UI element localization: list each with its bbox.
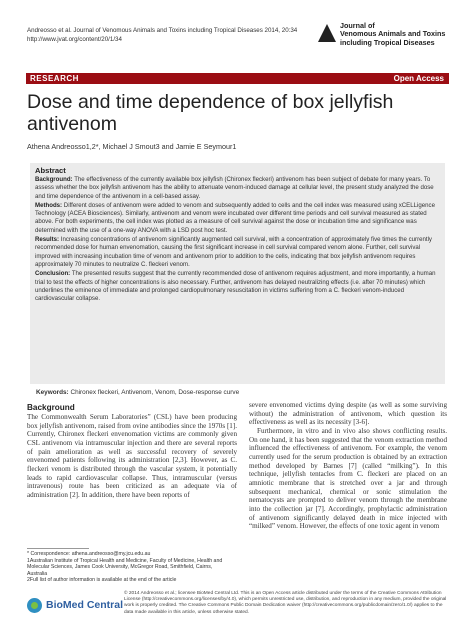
citation-url[interactable]: http://www.jvat.org/content/20/1/34 [27, 35, 122, 43]
journal-name: Journal of Venomous Animals and Toxins including Tropical Diseases [340, 21, 446, 47]
body-paragraph: Furthermore, in vitro and in vivo also shows conflicting results. On one hand, it has been suggested that the venom extraction method influenced the effectiveness of antivenom. For example, the venom currently used for the serum production is obtained by an extraction method developed by Barnes [7] (called “milking”). In this technique, jellyfish tentacles from C. fleckeri are placed on an amniotic membrane that is stretched over a jar and through subsequent mechanical, chemical or sonic stimulation the nematocysts are prompted to deliver venom through the membrane into the collection jar [7]. Accordingly, prophylactic administration of antivenom significantly delayed death in mice injected with “milked” venom. However, the effects of one toxic agent in venom [249, 426, 447, 531]
footnote-divider [27, 548, 89, 549]
journal-triangle-icon [318, 24, 336, 42]
abstract-heading: Abstract [35, 166, 66, 175]
author-info-note: 2Full list of author information is available at the end of the article [27, 577, 177, 584]
license-text: © 2014 Andreosso et al.; licensee BioMed Central Ltd. This is an Open Access article distributed under the terms of the Creative Commons Attribution License (http://creativecommons.org/licenses/by/4.0), which permits unrestricted use, distribution, and reproduction in any medium, provided the original work is properly credited. The Creative Commons Public Domain Dedication waiver (http://creativecommons.org/publicdomain/zero/1.0/) applies to the data made available in this article, unless otherwise stated. [124, 591, 447, 615]
abstract-results: Results: Increasing concentrations of antivenom significantly augmented cell survival, with a concentration of approximately five times the currently recommended dose for human envenomation, causing the first significant increase in cell survival compared venom alone. Further, cell survival improved with increasing incubation time of venom and antivenom prior to addition to the cells, indicating that box jellyfish antivenom requires approximately 70 minutes to neutralize C. fleckeri venom. [35, 236, 432, 268]
abstract-conclusion: Conclusion: The presented results suggest that the currently recommended dose of antivenom requires adjustment, and more importantly, a human trial to test the effects of higher concentrations is also necessary. Further, antivenom has delayed neutralizing effects (i.e. after 70 minutes) which underlines the eminence of immediate and prolonged cardiopulmonary resuscitation in victims suffering from a C. fleckeri venom-induced cardiovascular collapse. [35, 270, 436, 303]
citation-header [27, 27, 297, 44]
body-paragraph: The Commonwealth Serum Laboratories” (CSL) have been producing box jellyfish antivenom, raised from ovine antibodies since the 1970s [1]. Currently, Chironex fleckeri envenomation victims are commonly given CSL antivenom via intramuscular injection and there are several reports of pain amelioration as well as successful recovery of severely envenomed patients following its administration [2,3]. However, as C. fleckeri venom is distributed through the vascular system, it potentially leads to rapid cardiovascular collapse. Thus, intramuscular (versus intravenous) route has been criticized as an adequate via of administration [2]. In addition, there have been reports of [27, 413, 237, 499]
citation-line: Andreosso et al. Journal of Venomous Animals and Toxins including Tropical Diseases 2014, 20:34 [27, 27, 298, 34]
article-title: Dose and time dependence of box jellyfish antivenom [27, 91, 394, 135]
right-column-text [249, 401, 447, 531]
keywords-text: Chironex fleckeri, Antivenom, Venom, Dose-response curve [70, 389, 240, 396]
section-heading-background: Background [27, 403, 75, 412]
journal-logo [318, 22, 448, 56]
article-type-bar [26, 73, 449, 84]
abstract-box [30, 163, 445, 384]
abstract-body [35, 176, 440, 304]
keywords [36, 389, 446, 397]
author-list: Athena Andreosso1,2*, Michael J Smout3 and Jamie E Seymour1 [27, 142, 237, 151]
article-type-label: RESEARCH [30, 74, 79, 83]
bmc-logo-text: BioMed Central [46, 599, 124, 611]
left-column-text [27, 413, 237, 500]
footnotes [27, 551, 227, 584]
body-paragraph: severe envenomed victims dying despite (as well as some surviving without) the administration of antivenom, which question its effectiveness as well as its necessity [3-6]. [249, 401, 447, 427]
correspondence-note: * Correspondence: athena.andreosso@my.jcu.edu.au [27, 551, 151, 557]
abstract-methods: Methods: Different doses of antivenom were added to venom and subsequently added to cells and the cell index was measured using xCELLigence Technology (ACEA Biosciences). Similarly, antivenom and venom were incubated over different time periods and cell survival measured as stated above. For both experiments, the cell index was plotted as a measure of cell survival against the dose or incubation time and significance was determined with the use of a one-way ANOVA with a LSD post hoc test. [35, 201, 435, 234]
open-access-label: Open Access [393, 74, 444, 83]
abstract-background: Background: The effectiveness of the currently available box jellyfish (Chironex fleckeri) antivenom has been subject of debate for many years. To assess whether the box jellyfish antivenom has the ability to attenuate venom-induced damage at cellular level, the present study analyzed the dose and time dependence of the antivenom in a cell-based assay. [35, 176, 434, 200]
affiliation-note: 1Australian Institute of Tropical Health and Medicine, Faculty of Medicine, Health and Molecular Sciences, James Cook University, McGregor Road, Smithfield, Cairns, Australia [27, 557, 223, 577]
keywords-label: Keywords: [36, 389, 69, 396]
